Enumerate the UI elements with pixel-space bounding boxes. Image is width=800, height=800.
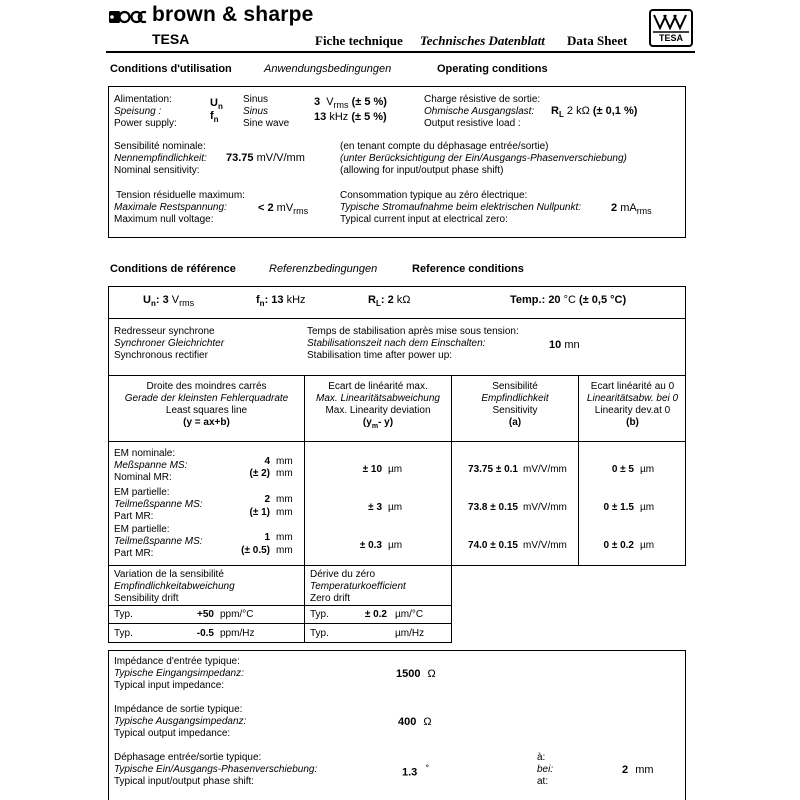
operating-title-fr: Conditions d'utilisation — [110, 63, 232, 75]
input-impedance-value: 1500 Ω — [396, 668, 436, 680]
supply-wave: Sinus Sinus Sine wave — [243, 94, 290, 129]
operating-title-en: Operating conditions — [437, 63, 548, 75]
col-header-least-squares: Droite des moindres carrés Gerade der kleinsten Fehlerquadrate Least squares line (y = ax+b) — [124, 381, 289, 428]
zero-drift-title: Dérive du zéro Temperaturkoefficient Zero drift — [310, 569, 406, 604]
header-rule — [106, 51, 695, 53]
sensitivity-notes: (en tenant compte du déphasage entrée/sortie) (unter Berücksichtigung der Ein/Ausgangs-Phasenverschiebung) (allowing for input/output phase shift) — [340, 141, 627, 176]
reference-title-fr: Conditions de référence — [110, 263, 236, 275]
operating-title-de: Anwendungsbedingungen — [264, 63, 392, 75]
title-datenblatt: Technisches Datenblatt — [420, 33, 545, 48]
sensitivity-value: 73.75 mV/V/mm — [226, 152, 305, 164]
phase-at-value: 2 mm — [622, 764, 654, 776]
ref-un: $U_n$: 3 $V_{rms}$ — [143, 294, 195, 309]
operating-title — [110, 63, 670, 76]
brand-sub: TESA — [152, 31, 190, 47]
brand-name: brown & sharpe — [152, 3, 314, 26]
null-voltage-labels: Tension résiduelle maximum: Maximale Restspannung: Maximum null voltage: — [114, 190, 245, 225]
supply-voltage: 3 $V_{rms}$ (± 5 %) — [314, 96, 387, 111]
input-impedance-labels: Impédance d'entrée typique: Typische Eingangsimpedanz: Typical input impedance: — [114, 656, 244, 691]
load-labels: Charge résistive de sortie: Ohmische Ausgangslast: Output resistive load : — [424, 94, 541, 129]
output-impedance-value: 400 Ω — [398, 716, 432, 728]
reference-title-de: Referenzbedingungen — [269, 263, 378, 275]
title-fiche: Fiche technique — [315, 33, 403, 48]
tesa-logo-text: TESA — [658, 33, 683, 43]
col-header-sensitivity: Sensibilité Empfindlichkeit Sensitivity (a) — [481, 381, 549, 428]
supply-frequency: 13 kHz (± 5 %) — [314, 111, 387, 123]
supply-un-symbol: $U_n$ — [210, 97, 223, 112]
supply-fn-symbol: $f_n$ — [210, 110, 219, 125]
consumption-labels: Consommation typique au zéro électrique: Typische Stromaufnahme beim elektrischen Nullpunkt: Typical current input at electrical zero: — [340, 190, 582, 225]
reference-title — [110, 263, 670, 276]
stabilisation-value: 10 mn — [549, 339, 580, 351]
brand-logo-icon — [109, 7, 147, 31]
supply-labels: Alimentation: Speisung : Power supply: — [114, 94, 177, 129]
phase-shift-value: 1.3 ° — [402, 763, 429, 779]
null-voltage-value: < 2 $mV_{rms}$ — [258, 202, 309, 217]
ref-rl: $R_L$: 2 kΩ — [368, 294, 411, 309]
phase-at-labels: à: bei: at: — [537, 752, 554, 787]
consumption-value: 2 $mA_{rms}$ — [611, 202, 652, 217]
ref-temp: Temp.: 20 °C (± 0,5 °C) — [510, 294, 627, 306]
title-datasheet: Data Sheet — [567, 33, 628, 48]
sens-drift-title: Variation de la sensibilité Empfindlichkeitabweichung Sensibility drift — [114, 569, 235, 604]
load-value: $R_L$ 2 kΩ (± 0,1 %) — [551, 105, 638, 120]
sensitivity-labels: Sensibilité nominale: Nennempfindlichkeit: Nominal sensitivity: — [114, 141, 207, 176]
rectifier-labels: Redresseur synchrone Synchroner Gleichrichter Synchronous rectifier — [114, 326, 225, 361]
ref-fn: $f_n$: 13 kHz — [256, 294, 306, 309]
reference-title-en: Reference conditions — [412, 263, 524, 275]
phase-shift-labels: Déphasage entrée/sortie typique: Typische Ein/Ausgangs-Phasenverschiebung: Typical input/output phase shift: — [114, 752, 318, 787]
col-header-zero: Ecart linéarité au 0 Linearitätsabw. bei 0 Linearity dev.at 0 (b) — [586, 381, 679, 428]
stabilisation-labels: Temps de stabilisation après mise sous tension: Stabilisationszeit nach dem Einschalten: Stabilisation time after power up: — [307, 326, 519, 361]
col-header-linearity: Ecart de linéarité max. Max. Linearitätsabweichung Max. Linearity deviation ($y_m-$ y) — [316, 381, 440, 430]
output-impedance-labels: Impédance de sortie typique: Typische Ausgangsimpedanz: Typical output impedance: — [114, 704, 247, 739]
